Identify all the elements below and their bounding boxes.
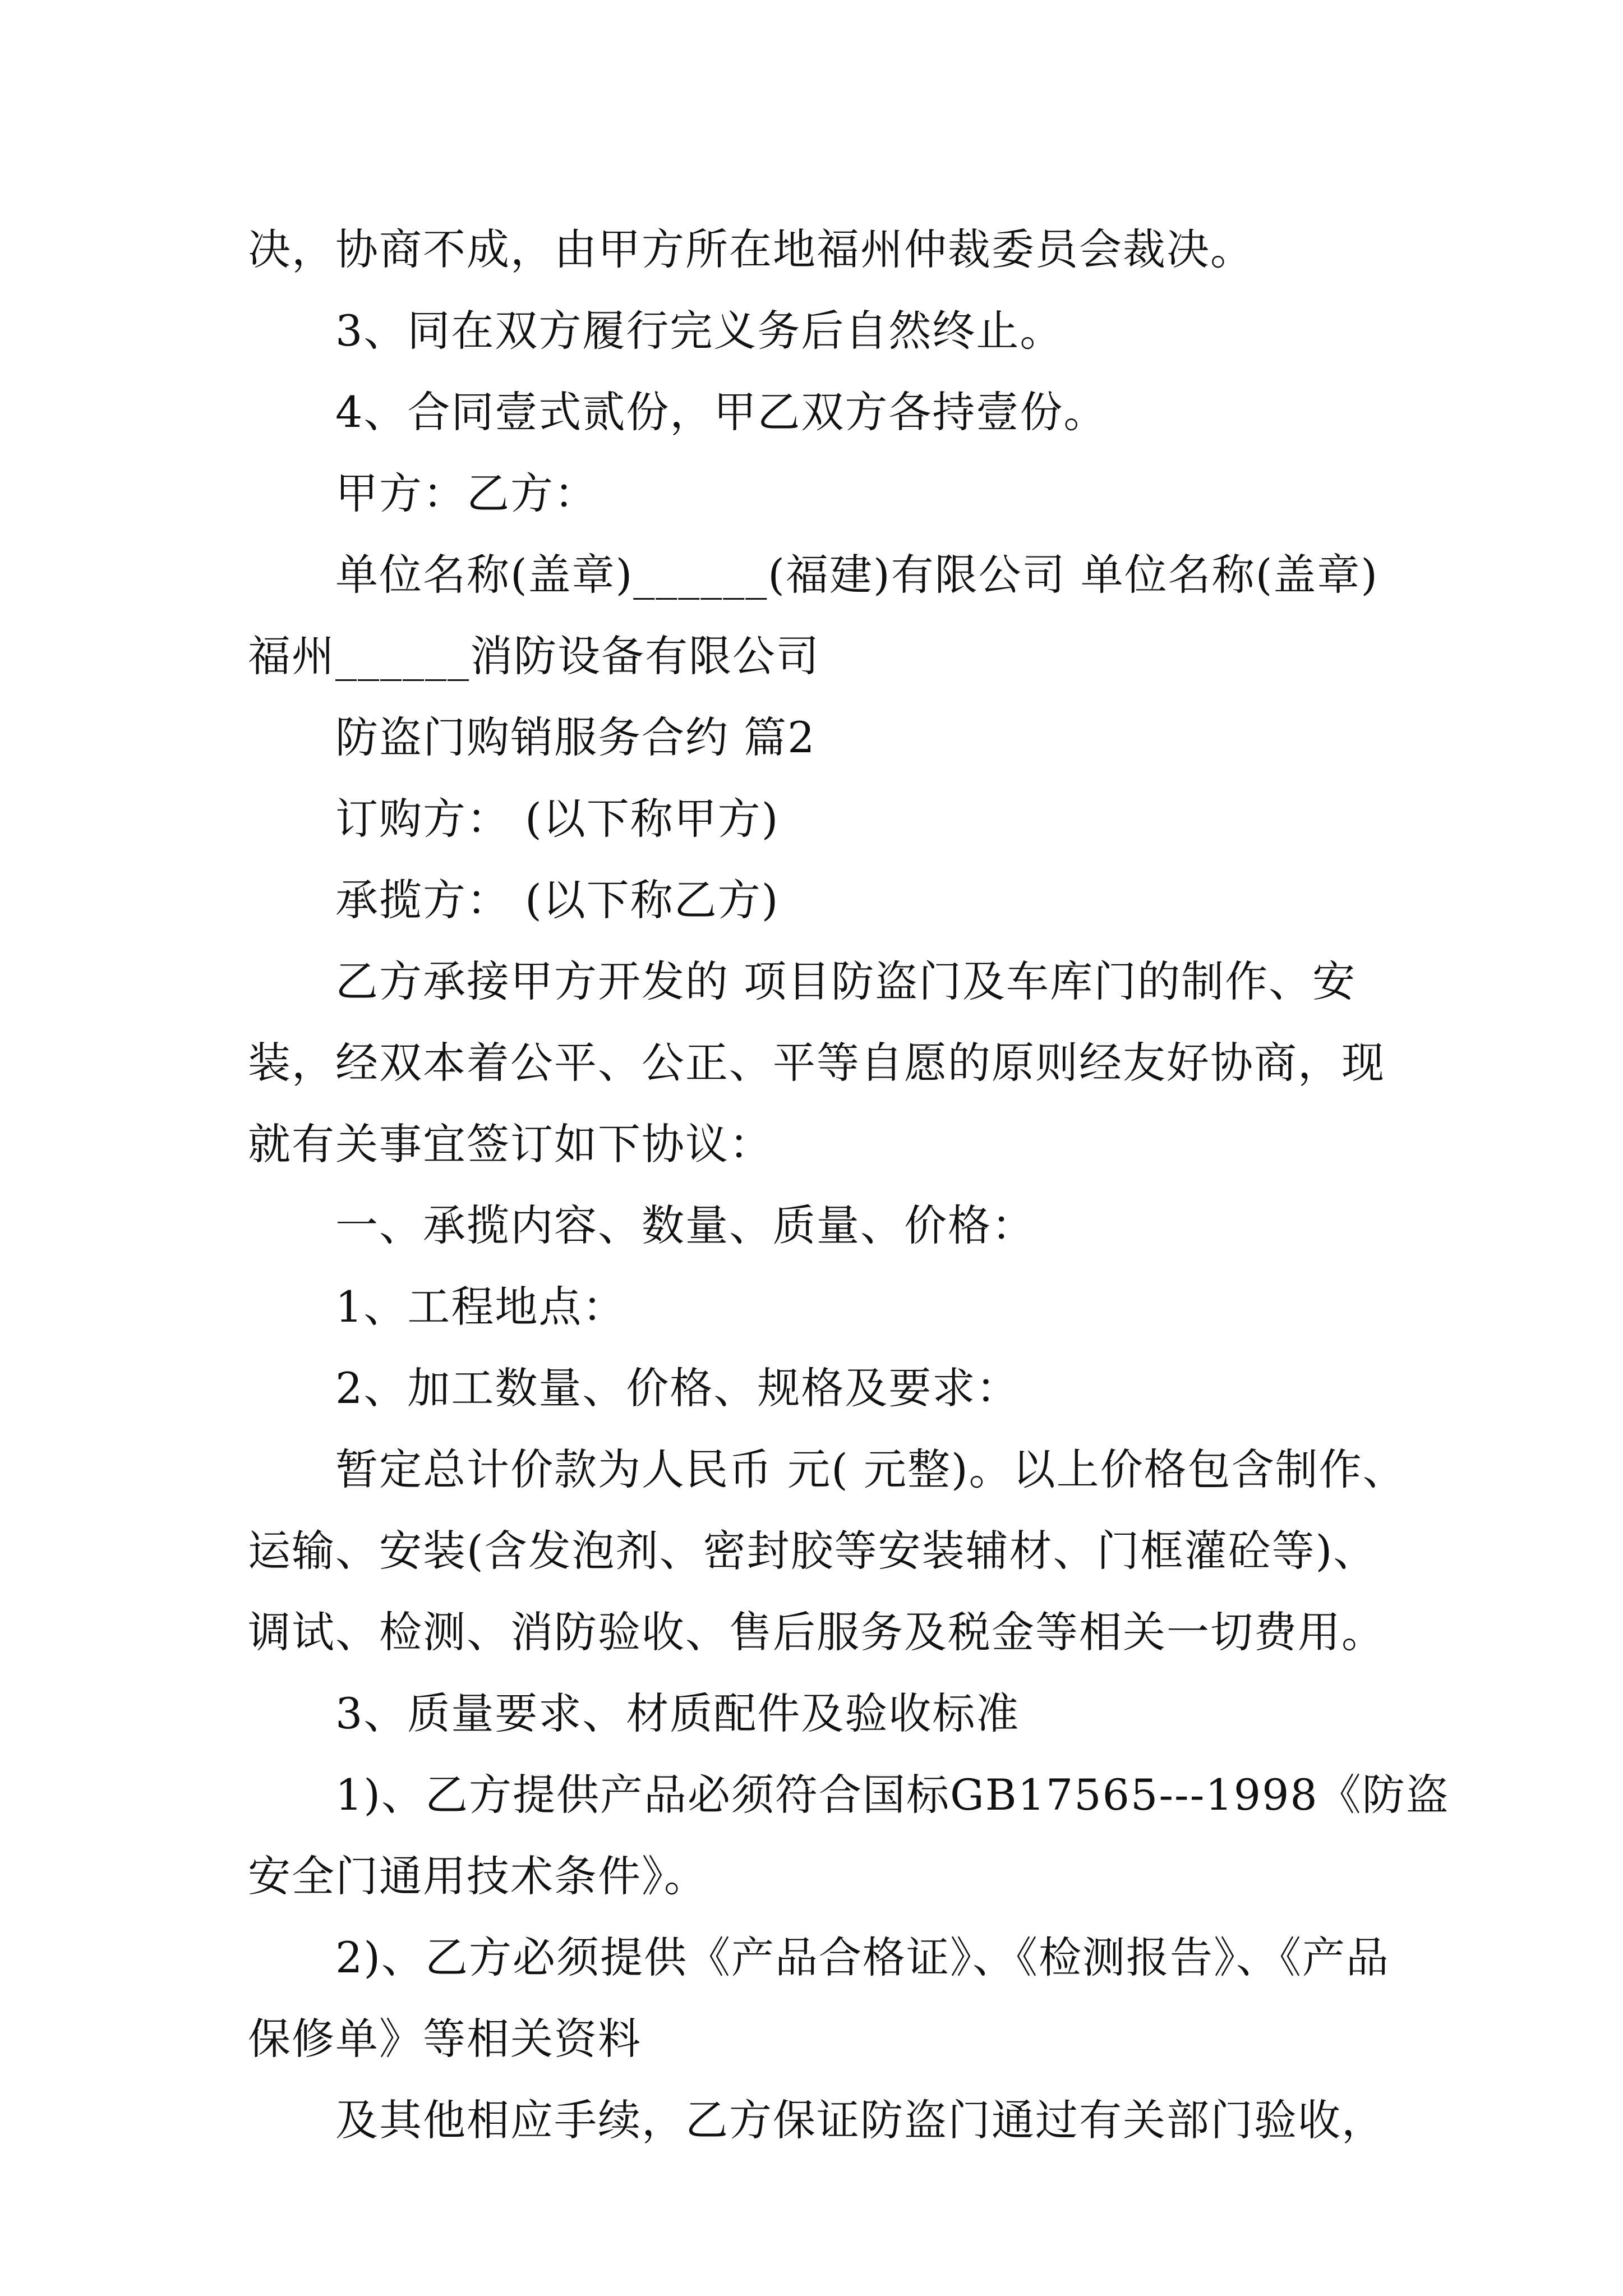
text-line: 2)、乙方必须提供《产品合格证》、《检测报告》、《产品 [335,1932,1390,1982]
text-line: 一、承揽内容、数量、质量、价格： [335,1200,1035,1250]
section-heading: 防盗门购销服务合约 篇2 [335,712,816,762]
text-line: 保修单》等相关资料 [248,2014,642,2064]
text-line: 调试、检测、消防验收、售后服务及税金等相关一切费用。 [248,1607,1385,1657]
text-line: 单位名称(盖章)______(福建)有限公司 单位名称(盖章) [335,550,1379,600]
text-line: 决，协商不成，由甲方所在地福州仲裁委员会裁决。 [248,224,1254,274]
text-line: 及其他相应手续，乙方保证防盗门通过有关部门验收， [335,2095,1385,2145]
text-line: 4、合同壹式贰份，甲乙双方各持壹份。 [335,387,1108,437]
text-line: 订购方： (以下称甲方) [335,794,780,844]
text-line: 承揽方： (以下称乙方) [335,875,780,925]
text-line: 2、加工数量、价格、规格及要求： [335,1363,1020,1413]
text-line: 1)、乙方提供产品必须符合国标GB17565---1998《防盗 [335,1770,1450,1820]
text-line: 运输、安装(含发泡剂、密封胶等安装辅材、门框灌砼等)、 [248,1526,1377,1576]
document-body [248,209,1450,2161]
text-line: 甲方：乙方： [335,468,598,518]
text-line: 乙方承接甲方开发的 项目防盗门及车库门的制作、安 [335,956,1357,1006]
text-line: 装，经双本着公平、公正、平等自愿的原则经友好协商，现 [248,1038,1385,1088]
text-line: 就有关事宜签订如下协议： [248,1119,773,1169]
text-line: 3、同在双方履行完义务后自然终止。 [335,306,1064,356]
text-line: 暂定总计价款为人民币 元( 元整)。以上价格包含制作、 [335,1444,1407,1494]
text-line: 3、质量要求、材质配件及验收标准 [335,1688,1020,1738]
text-line: 1、工程地点： [335,1282,626,1332]
text-line: 福州______消防设备有限公司 [248,631,820,681]
text-line: 安全门通用技术条件》。 [248,1851,708,1901]
